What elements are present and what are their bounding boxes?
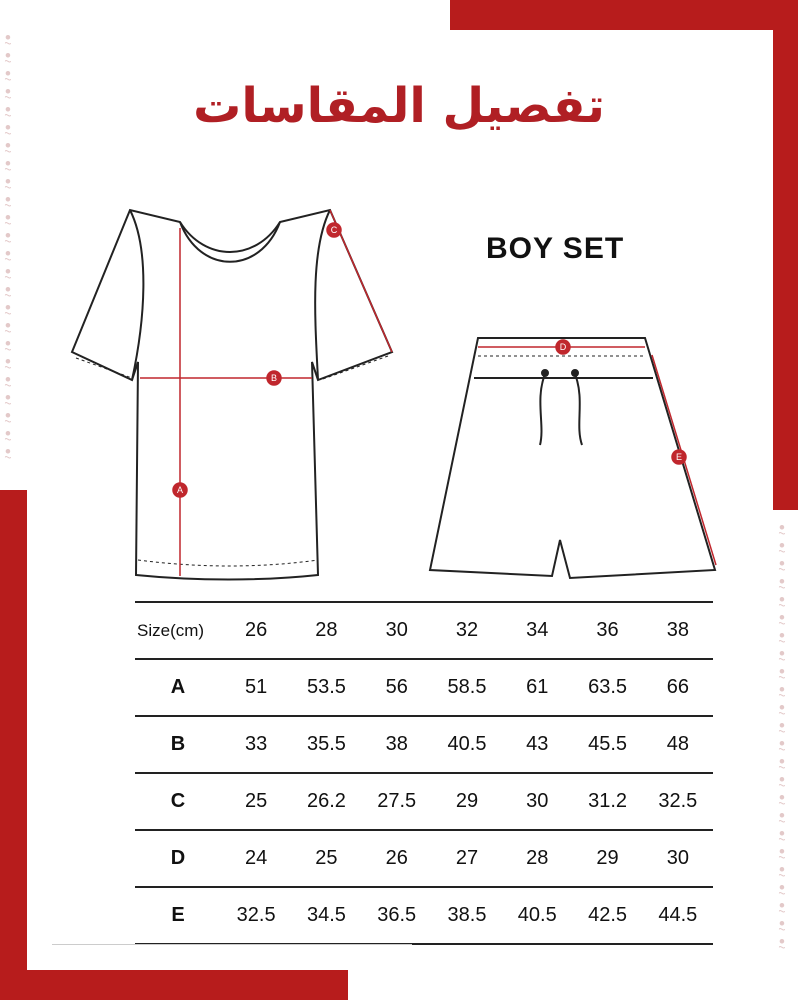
table-cell: 42.5: [572, 887, 642, 944]
table-cell: 24: [221, 830, 291, 887]
table-cell: 30: [643, 830, 713, 887]
row-label: A: [135, 659, 221, 716]
table-cell: 28: [502, 830, 572, 887]
table-row: [135, 830, 713, 887]
table-cell: 63.5: [572, 659, 642, 716]
marker-c: C: [330, 225, 338, 235]
size-column-header: 32: [432, 602, 502, 659]
table-cell: 31.2: [572, 773, 642, 830]
table-cell: 45.5: [572, 716, 642, 773]
table-row: [135, 716, 713, 773]
table-cell: 25: [221, 773, 291, 830]
marker-b: B: [270, 373, 278, 383]
table-cell: 33: [221, 716, 291, 773]
size-column-header: 36: [572, 602, 642, 659]
marker-e: E: [675, 452, 683, 462]
row-label: D: [135, 830, 221, 887]
table-cell: 40.5: [502, 887, 572, 944]
table-cell: 61: [502, 659, 572, 716]
table-cell: 48: [643, 716, 713, 773]
table-header-row: [135, 602, 713, 659]
tshirt-drawing: [72, 210, 392, 580]
table-cell: 56: [362, 659, 432, 716]
marker-a: A: [176, 485, 184, 495]
size-column-header: 30: [362, 602, 432, 659]
decor-pattern-left: ꔸ ꔸ ꔸ ꔸ ꔸ ꔸ ꔸ ꔸ ꔸ ꔸ ꔸ ꔸ ꔸ ꔸ ꔸ ꔸ ꔸ ꔸ ꔸ ꔸ ꔸ ꔸ ꔸ ꔸ: [4, 31, 12, 460]
footer-divider: [52, 944, 412, 945]
table-cell: 35.5: [291, 716, 361, 773]
table-cell: 34.5: [291, 887, 361, 944]
table-cell: 58.5: [432, 659, 502, 716]
table-cell: 44.5: [643, 887, 713, 944]
size-chart-table: [135, 601, 713, 945]
size-column-header: 26: [221, 602, 291, 659]
table-cell: 25: [291, 830, 361, 887]
decor-pattern-right: ꔸ ꔸ ꔸ ꔸ ꔸ ꔸ ꔸ ꔸ ꔸ ꔸ ꔸ ꔸ ꔸ ꔸ ꔸ ꔸ ꔸ ꔸ ꔸ ꔸ ꔸ ꔸ ꔸ ꔸ: [778, 521, 786, 950]
table-cell: 26: [362, 830, 432, 887]
table-cell: 29: [572, 830, 642, 887]
marker-d: D: [559, 342, 567, 352]
table-cell: 43: [502, 716, 572, 773]
table-cell: 32.5: [643, 773, 713, 830]
page-title: تفصيل المقاسات: [193, 78, 605, 134]
size-column-header: 38: [643, 602, 713, 659]
table-cell: 38.5: [432, 887, 502, 944]
table-cell: 53.5: [291, 659, 361, 716]
table-row: [135, 773, 713, 830]
table-cell: 26.2: [291, 773, 361, 830]
row-label: E: [135, 887, 221, 944]
table-row: [135, 887, 713, 944]
row-label: B: [135, 716, 221, 773]
size-column-header: 28: [291, 602, 361, 659]
table-cell: 30: [502, 773, 572, 830]
set-label: BOY SET: [486, 232, 625, 265]
table-cell: 27.5: [362, 773, 432, 830]
table-cell: 66: [643, 659, 713, 716]
table-cell: 36.5: [362, 887, 432, 944]
size-column-header: 34: [502, 602, 572, 659]
table-cell: 51: [221, 659, 291, 716]
table-cell: 32.5: [221, 887, 291, 944]
table-cell: 29: [432, 773, 502, 830]
table-row: [135, 659, 713, 716]
table-cell: 27: [432, 830, 502, 887]
table-cell: 40.5: [432, 716, 502, 773]
table-cell: 38: [362, 716, 432, 773]
row-label: C: [135, 773, 221, 830]
size-header-label: Size(cm): [135, 602, 221, 659]
